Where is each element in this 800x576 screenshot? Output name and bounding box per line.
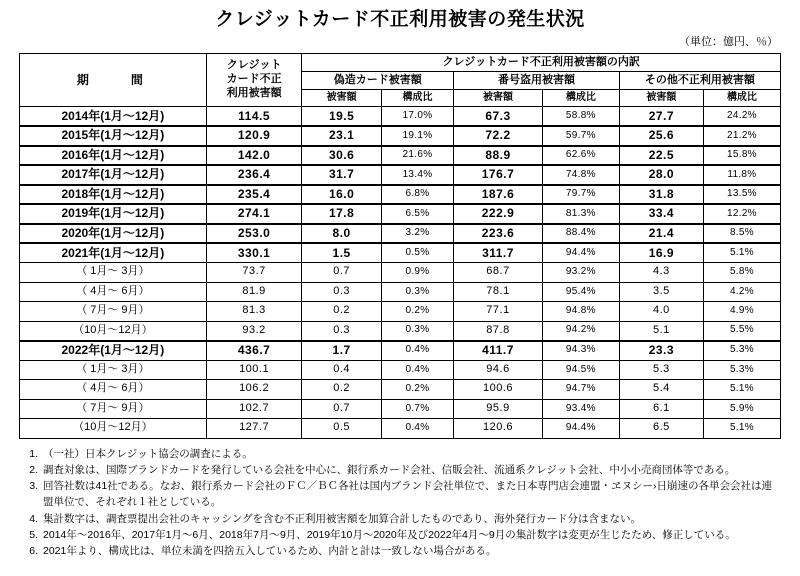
cell-total: 127.7 bbox=[206, 419, 302, 439]
cell-stolen-ratio: 81.3% bbox=[542, 204, 619, 224]
table-row bbox=[20, 243, 781, 263]
note-number: 2. bbox=[29, 463, 38, 476]
cell-total: 253.0 bbox=[206, 224, 302, 244]
cell-forged-ratio: 0.4% bbox=[381, 419, 453, 439]
cell-forged-amount: 8.0 bbox=[302, 224, 381, 244]
table-row bbox=[20, 185, 781, 205]
cell-total: 436.7 bbox=[206, 341, 302, 361]
table-body bbox=[20, 107, 781, 439]
cell-forged-amount: 19.5 bbox=[302, 107, 381, 127]
header-breakdown: クレジットカード不正利用被害額の内訳 bbox=[302, 54, 781, 72]
cell-total: 236.4 bbox=[206, 165, 302, 185]
cell-forged-ratio: 0.5% bbox=[381, 243, 453, 263]
cell-period: （ 4月～ 6月） bbox=[20, 282, 207, 302]
table-row bbox=[20, 204, 781, 224]
table-row bbox=[20, 126, 781, 146]
cell-stolen-amount: 94.6 bbox=[454, 360, 543, 380]
cell-stolen-amount: 100.6 bbox=[454, 380, 543, 400]
cell-forged-ratio: 0.4% bbox=[381, 360, 453, 380]
cell-stolen-ratio: 94.4% bbox=[542, 243, 619, 263]
cell-other-ratio: 5.5% bbox=[703, 321, 780, 341]
cell-forged-ratio: 0.3% bbox=[381, 321, 453, 341]
cell-forged-amount: 0.2 bbox=[302, 380, 381, 400]
cell-other-amount: 5.1 bbox=[619, 321, 703, 341]
cell-period: 2015年(1月～12月) bbox=[20, 126, 207, 146]
cell-forged-amount: 30.6 bbox=[302, 146, 381, 166]
header-forged-ratio: 構成比 bbox=[381, 90, 453, 107]
cell-stolen-ratio: 94.5% bbox=[542, 360, 619, 380]
cell-total: 81.3 bbox=[206, 302, 302, 322]
cell-forged-amount: 0.2 bbox=[302, 302, 381, 322]
cell-other-amount: 27.7 bbox=[619, 107, 703, 127]
cell-stolen-amount: 176.7 bbox=[454, 165, 543, 185]
note-number: 1. bbox=[29, 447, 38, 460]
cell-stolen-amount: 222.9 bbox=[454, 204, 543, 224]
note-number: 6. bbox=[29, 545, 38, 558]
cell-other-ratio: 5.9% bbox=[703, 399, 780, 419]
table-row bbox=[20, 399, 781, 419]
cell-other-amount: 3.5 bbox=[619, 282, 703, 302]
cell-forged-amount: 0.3 bbox=[302, 321, 381, 341]
cell-total: 235.4 bbox=[206, 185, 302, 205]
cell-stolen-amount: 223.6 bbox=[454, 224, 543, 244]
cell-other-ratio: 4.2% bbox=[703, 282, 780, 302]
cell-stolen-amount: 311.7 bbox=[454, 243, 543, 263]
cell-stolen-ratio: 94.2% bbox=[542, 321, 619, 341]
cell-stolen-amount: 95.9 bbox=[454, 399, 543, 419]
cell-forged-ratio: 0.9% bbox=[381, 263, 453, 283]
cell-forged-amount: 23.1 bbox=[302, 126, 381, 146]
cell-other-amount: 5.4 bbox=[619, 380, 703, 400]
note-text: 2014年～2016年、2017年1月～6月、2018年7月～9月、2019年10月～2020年及び2022年4月～9月の集計数字は変更が生じたため、修正している。 bbox=[43, 528, 736, 541]
notes-list bbox=[0, 446, 800, 560]
cell-forged-ratio: 3.2% bbox=[381, 224, 453, 244]
cell-total: 100.1 bbox=[206, 360, 302, 380]
cell-forged-amount: 0.7 bbox=[302, 263, 381, 283]
table-row bbox=[20, 165, 781, 185]
cell-period: 2014年(1月～12月) bbox=[20, 107, 207, 127]
header-other-ratio: 構成比 bbox=[703, 90, 780, 107]
cell-stolen-ratio: 95.4% bbox=[542, 282, 619, 302]
cell-period: 2021年(1月～12月) bbox=[20, 243, 207, 263]
header-total: クレジット カード不正 利用被害額 bbox=[206, 54, 302, 107]
cell-stolen-ratio: 93.4% bbox=[542, 399, 619, 419]
cell-period: （10月～12月） bbox=[20, 419, 207, 439]
cell-period: 2019年(1月～12月) bbox=[20, 204, 207, 224]
cell-stolen-ratio: 62.6% bbox=[542, 146, 619, 166]
note-text: （一社）日本クレジット協会の調査による。 bbox=[43, 447, 253, 460]
cell-other-amount: 23.3 bbox=[619, 341, 703, 361]
note-item bbox=[18, 462, 780, 478]
table-row bbox=[20, 146, 781, 166]
cell-forged-ratio: 6.8% bbox=[381, 185, 453, 205]
cell-period: （ 1月～ 3月） bbox=[20, 360, 207, 380]
cell-forged-amount: 0.3 bbox=[302, 282, 381, 302]
table-row bbox=[20, 263, 781, 283]
table-row bbox=[20, 419, 781, 439]
note-item bbox=[18, 511, 780, 527]
cell-stolen-amount: 67.3 bbox=[454, 107, 543, 127]
cell-total: 106.2 bbox=[206, 380, 302, 400]
note-number: 5. bbox=[29, 528, 38, 541]
cell-stolen-ratio: 93.2% bbox=[542, 263, 619, 283]
cell-other-amount: 4.0 bbox=[619, 302, 703, 322]
cell-other-ratio: 5.1% bbox=[703, 243, 780, 263]
cell-other-amount: 33.4 bbox=[619, 204, 703, 224]
header-forged-amount: 被害額 bbox=[302, 90, 381, 107]
cell-period: 2018年(1月～12月) bbox=[20, 185, 207, 205]
cell-stolen-ratio: 88.4% bbox=[542, 224, 619, 244]
cell-period: （ 7月～ 9月） bbox=[20, 399, 207, 419]
header-period: 期 間 bbox=[20, 54, 207, 107]
cell-total: 93.2 bbox=[206, 321, 302, 341]
cell-other-ratio: 5.1% bbox=[703, 380, 780, 400]
note-text: 2021年より、構成比は、単位未満を四捨五入しているため、内計と計は一致しない場合がある。 bbox=[43, 545, 497, 558]
header-other: その他不正利用被害額 bbox=[619, 72, 780, 90]
cell-forged-ratio: 21.6% bbox=[381, 146, 453, 166]
cell-other-ratio: 12.2% bbox=[703, 204, 780, 224]
cell-period: （ 7月～ 9月） bbox=[20, 302, 207, 322]
cell-forged-ratio: 17.0% bbox=[381, 107, 453, 127]
cell-other-amount: 28.0 bbox=[619, 165, 703, 185]
note-text: 調査対象は、国際ブランドカードを発行している会社を中心に、銀行系カード会社、信販会社、流通系クレジット会社、中小小売商団体等である。 bbox=[43, 463, 736, 476]
cell-other-amount: 16.9 bbox=[619, 243, 703, 263]
table-row bbox=[20, 107, 781, 127]
table-row bbox=[20, 224, 781, 244]
cell-period: 2020年(1月～12月) bbox=[20, 224, 207, 244]
cell-other-ratio: 11.8% bbox=[703, 165, 780, 185]
cell-total: 142.0 bbox=[206, 146, 302, 166]
cell-other-ratio: 5.8% bbox=[703, 263, 780, 283]
cell-forged-ratio: 0.2% bbox=[381, 302, 453, 322]
cell-other-amount: 25.6 bbox=[619, 126, 703, 146]
cell-total: 274.1 bbox=[206, 204, 302, 224]
cell-stolen-amount: 187.6 bbox=[454, 185, 543, 205]
cell-forged-amount: 0.4 bbox=[302, 360, 381, 380]
cell-forged-amount: 16.0 bbox=[302, 185, 381, 205]
cell-stolen-amount: 77.1 bbox=[454, 302, 543, 322]
cell-other-ratio: 21.2% bbox=[703, 126, 780, 146]
unit-note: （単位：億円、％） bbox=[679, 36, 778, 48]
cell-period: （ 1月～ 3月） bbox=[20, 263, 207, 283]
cell-stolen-amount: 411.7 bbox=[454, 341, 543, 361]
cell-forged-amount: 31.7 bbox=[302, 165, 381, 185]
cell-period: 2017年(1月～12月) bbox=[20, 165, 207, 185]
table-row bbox=[20, 360, 781, 380]
table-row bbox=[20, 321, 781, 341]
cell-forged-amount: 1.5 bbox=[302, 243, 381, 263]
header-stolen-ratio: 構成比 bbox=[542, 90, 619, 107]
cell-other-amount: 5.3 bbox=[619, 360, 703, 380]
cell-total: 73.7 bbox=[206, 263, 302, 283]
cell-total: 81.9 bbox=[206, 282, 302, 302]
cell-stolen-ratio: 58.8% bbox=[542, 107, 619, 127]
cell-stolen-amount: 68.7 bbox=[454, 263, 543, 283]
cell-forged-ratio: 13.4% bbox=[381, 165, 453, 185]
cell-forged-amount: 17.8 bbox=[302, 204, 381, 224]
header-other-amount: 被害額 bbox=[619, 90, 703, 107]
cell-stolen-ratio: 59.7% bbox=[542, 126, 619, 146]
note-item bbox=[18, 527, 780, 543]
cell-other-ratio: 5.3% bbox=[703, 360, 780, 380]
cell-forged-amount: 1.7 bbox=[302, 341, 381, 361]
cell-stolen-amount: 87.8 bbox=[454, 321, 543, 341]
cell-forged-ratio: 6.5% bbox=[381, 204, 453, 224]
cell-other-ratio: 4.9% bbox=[703, 302, 780, 322]
table-row bbox=[20, 282, 781, 302]
cell-other-amount: 6.5 bbox=[619, 419, 703, 439]
cell-forged-amount: 0.7 bbox=[302, 399, 381, 419]
cell-stolen-ratio: 94.4% bbox=[542, 419, 619, 439]
header-forged: 偽造カード被害額 bbox=[302, 72, 454, 90]
note-item bbox=[18, 478, 780, 511]
cell-forged-amount: 0.5 bbox=[302, 419, 381, 439]
cell-other-amount: 31.8 bbox=[619, 185, 703, 205]
cell-stolen-ratio: 94.7% bbox=[542, 380, 619, 400]
cell-forged-ratio: 19.1% bbox=[381, 126, 453, 146]
note-number: 4. bbox=[29, 512, 38, 525]
cell-other-amount: 22.5 bbox=[619, 146, 703, 166]
note-number: 3. bbox=[29, 480, 38, 493]
cell-other-ratio: 8.5% bbox=[703, 224, 780, 244]
cell-stolen-ratio: 79.7% bbox=[542, 185, 619, 205]
cell-other-amount: 6.1 bbox=[619, 399, 703, 419]
cell-other-ratio: 5.1% bbox=[703, 419, 780, 439]
cell-other-ratio: 13.5% bbox=[703, 185, 780, 205]
cell-stolen-ratio: 94.3% bbox=[542, 341, 619, 361]
cell-forged-ratio: 0.3% bbox=[381, 282, 453, 302]
cell-other-ratio: 24.2% bbox=[703, 107, 780, 127]
table-row bbox=[20, 341, 781, 361]
note-item bbox=[18, 543, 780, 559]
cell-other-ratio: 5.3% bbox=[703, 341, 780, 361]
cell-stolen-amount: 120.6 bbox=[454, 419, 543, 439]
cell-forged-ratio: 0.2% bbox=[381, 380, 453, 400]
credit-card-fraud-table bbox=[19, 53, 781, 439]
cell-other-amount: 4.3 bbox=[619, 263, 703, 283]
cell-total: 114.5 bbox=[206, 107, 302, 127]
page-title: クレジットカード不正利用被害の発生状況 bbox=[215, 9, 585, 30]
cell-stolen-amount: 78.1 bbox=[454, 282, 543, 302]
table-row bbox=[20, 380, 781, 400]
table-row bbox=[20, 302, 781, 322]
cell-stolen-amount: 72.2 bbox=[454, 126, 543, 146]
cell-stolen-ratio: 74.8% bbox=[542, 165, 619, 185]
cell-other-amount: 21.4 bbox=[619, 224, 703, 244]
cell-stolen-ratio: 94.8% bbox=[542, 302, 619, 322]
cell-total: 120.9 bbox=[206, 126, 302, 146]
cell-period: 2022年(1月～12月) bbox=[20, 341, 207, 361]
cell-period: （10月～12月） bbox=[20, 321, 207, 341]
note-item bbox=[18, 446, 780, 462]
cell-total: 330.1 bbox=[206, 243, 302, 263]
cell-period: 2016年(1月～12月) bbox=[20, 146, 207, 166]
cell-forged-ratio: 0.4% bbox=[381, 341, 453, 361]
cell-forged-ratio: 0.7% bbox=[381, 399, 453, 419]
note-text: 回答社数は41社である。なお、銀行系カード会社のＦＣ／ＢＣ各社は国内ブランド会社単位で、また日本専門店会連盟・ヱヌシー›日崩速の各単会会社は連盟単位で、それぞれ１社としている。 bbox=[43, 480, 772, 509]
cell-other-ratio: 15.8% bbox=[703, 146, 780, 166]
cell-stolen-amount: 88.9 bbox=[454, 146, 543, 166]
note-text: 集計数字は、調査票提出会社のキャッシングを含む不正利用被害額を加算合計したものであり、海外発行カード分は含まない。 bbox=[43, 512, 642, 525]
header-stolen-amount: 被害額 bbox=[454, 90, 543, 107]
cell-period: （ 4月～ 6月） bbox=[20, 380, 207, 400]
cell-total: 102.7 bbox=[206, 399, 302, 419]
header-stolen-number: 番号盗用被害額 bbox=[454, 72, 620, 90]
